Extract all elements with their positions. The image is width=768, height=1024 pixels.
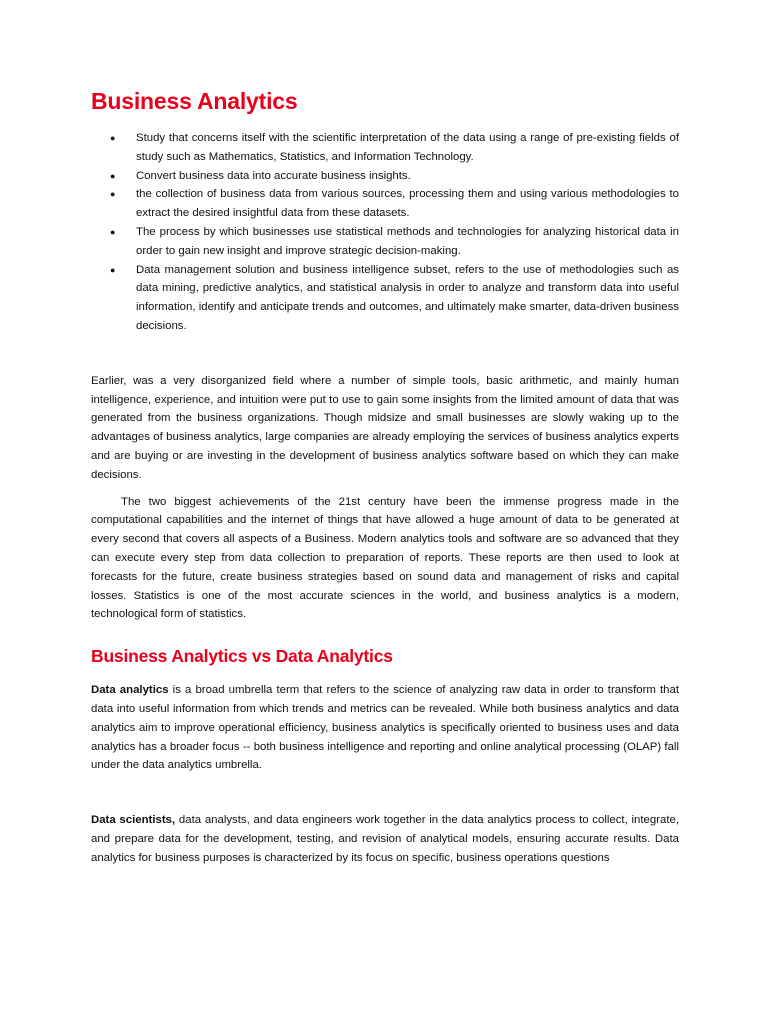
data-scientists-text: data analysts, and data engineers work together in the data analytics process to collect, integrate, and prepare data for the development, testing, and revision of analytical models, ensuring accurate results. Data analytics for business purposes is characterized by its focus on specific, business operations questions bbox=[91, 814, 679, 864]
section-title-ba-vs-da: Business Analytics vs Data Analytics bbox=[91, 646, 393, 667]
bullet-dot-icon: ● bbox=[110, 170, 116, 181]
bullet-text: Convert business data into accurate business insights. bbox=[136, 169, 411, 182]
document-page bbox=[91, 88, 679, 868]
bullet-text: The process by which businesses use statistical methods and technologies for analyzing historical data in order to gain new insight and improve strategic decision-making. bbox=[136, 225, 679, 257]
spacer bbox=[91, 485, 679, 493]
spacer bbox=[91, 624, 679, 646]
data-analytics-text: is a broad umbrella term that refers to the science of analyzing raw data in order to transform that data into useful information from which trends and metrics can be revealed. While both business analytics and data analytics aim to improve operational efficiency, business analytics is specifically oriented to business uses and data analytics has a broader focus -- both business intelligence and reporting and online analytical processing (OLAP) fall under the data analytics umbrella. bbox=[91, 684, 680, 772]
data-scientists-paragraph bbox=[91, 811, 679, 867]
spacer bbox=[91, 775, 679, 811]
spacer bbox=[91, 336, 679, 372]
achievements-paragraph: The two biggest achievements of the 21st century have been the immense progress made in the computational capabilities and the internet of things that have allowed a huge amount of data to be generated at every second that covers all aspects of a Business. Modern analytics tools and software are so advanced that they can execute every step from data collection to preparation of reports. These reports are then used to look at forecasts for the future, create business strategies based on sound data and management of risks and capital losses. Statistics is one of the most accurate sciences in the world, and business analytics is a modern, technological form of statistics. bbox=[91, 495, 679, 621]
bullet-text: the collection of business data from various sources, processing them and using various methodologies to extract the desired insightful data from these datasets. bbox=[136, 188, 679, 220]
data-analytics-lead: Data analytics bbox=[91, 684, 169, 697]
bullet-text: Study that concerns itself with the scientific interpretation of the data using a range of pre-existing fields of study such as Mathematics, Statistics, and Information Technology. bbox=[136, 132, 679, 163]
bullet-dot-icon: ● bbox=[110, 226, 116, 237]
bullet-item bbox=[110, 185, 679, 223]
bullet-dot-icon: ● bbox=[110, 189, 116, 200]
bullet-item bbox=[110, 129, 679, 167]
bullet-item bbox=[110, 261, 679, 336]
bullet-item bbox=[110, 223, 679, 261]
data-analytics-paragraph bbox=[91, 681, 679, 775]
bullet-item bbox=[110, 167, 679, 186]
bullet-dot-icon: ● bbox=[110, 264, 116, 275]
history-paragraph: Earlier, was a very disorganized field where a number of simple tools, basic arithmetic, and mainly human intelligence, experience, and intuition were put to use to gain some insights from the limited amount of data that was generated from the business organizations. Though midsize and small businesses are slowly waking up to the advantages of business analytics, large companies are already employing the services of business analytics experts and are buying or are investing in the development of business analytics software based on which they can make decisions. bbox=[91, 374, 679, 481]
definition-bullet-list bbox=[91, 129, 679, 336]
bullet-dot-icon: ● bbox=[110, 133, 116, 143]
section-title-business-analytics: Business Analytics bbox=[91, 88, 298, 114]
data-scientists-lead: Data scientists, bbox=[91, 814, 176, 827]
bullet-text: Data management solution and business intelligence subset, refers to the use of methodologies such as data mining, predictive analytics, and statistical analysis in order to analyze and transform data into useful information, identify and anticipate trends and outcomes, and ultimately make smarter, data-driven business decisions. bbox=[136, 263, 679, 332]
